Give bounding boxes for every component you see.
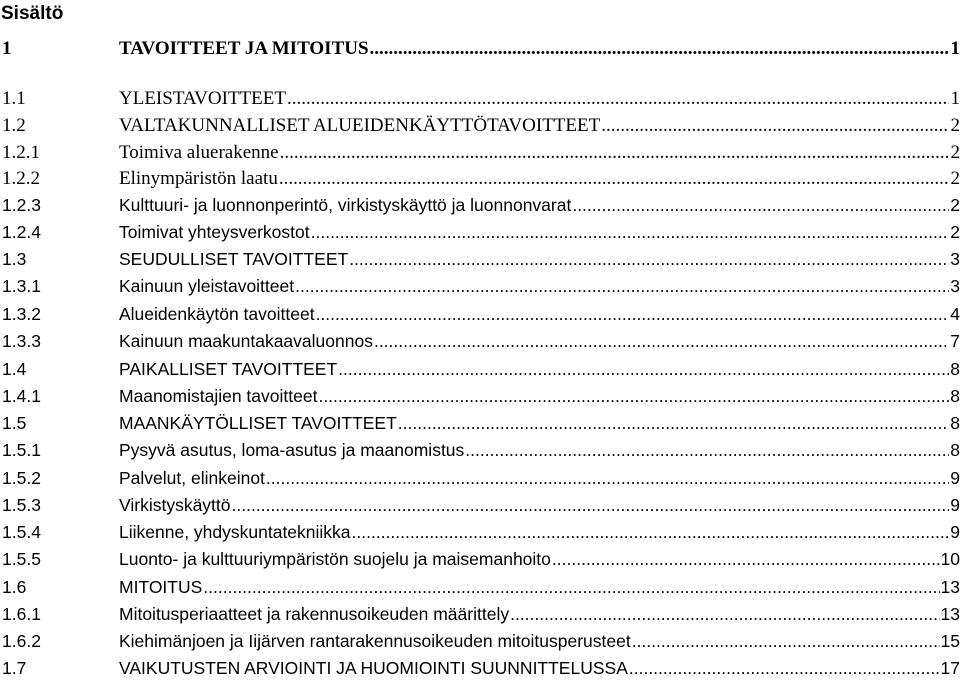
toc-entry[interactable]	[0, 410, 960, 436]
toc-entry-line	[119, 86, 960, 112]
toc-entry-line	[119, 383, 960, 409]
toc-entry-page[interactable]: 9	[950, 522, 960, 542]
toc-entry-page[interactable]: 8	[950, 440, 960, 460]
toc-entry-line	[119, 546, 960, 572]
toc-entry[interactable]	[0, 86, 960, 112]
toc-entry[interactable]	[0, 192, 960, 218]
toc-entry-line	[119, 219, 960, 245]
dot-leader	[316, 301, 949, 327]
toc-entry[interactable]	[0, 113, 960, 139]
dot-leader	[266, 465, 949, 491]
toc-entry-number: 1.4	[2, 359, 27, 379]
toc-entry-number: 1.2.4	[2, 222, 41, 242]
toc-entry[interactable]	[0, 465, 960, 491]
toc-entry[interactable]	[0, 356, 960, 382]
toc-entry-page[interactable]: 8	[950, 359, 960, 379]
toc-entry-page[interactable]: 9	[950, 468, 960, 488]
toc-entry-title[interactable]: Toimiva aluerakenne	[119, 142, 279, 163]
toc-entry-line	[119, 465, 960, 491]
toc-entry-page[interactable]: 9	[950, 495, 960, 515]
dot-leader	[552, 546, 940, 572]
toc-entry-title[interactable]: PAIKALLISET TAVOITTEET	[119, 359, 338, 379]
toc-entry-title[interactable]: TAVOITTEET JA MITOITUS	[119, 38, 369, 59]
toc-entry-line	[119, 410, 960, 436]
toc-entry-title[interactable]: MAANKÄYTÖLLISET TAVOITTEET	[119, 413, 397, 433]
toc-entry-number: 1.5.1	[2, 440, 41, 460]
dot-leader	[629, 655, 940, 681]
toc-entry[interactable]	[0, 492, 960, 518]
toc-entry-number: 1.7	[2, 658, 27, 678]
toc-entry-number: 1.2.2	[2, 168, 40, 189]
dot-leader	[465, 437, 949, 463]
toc-entry-page[interactable]: 13	[940, 577, 960, 597]
toc-entry-title[interactable]: Alueidenkäytön tavoitteet	[119, 304, 315, 324]
toc-entry-title[interactable]: VAIKUTUSTEN ARVIOINTI JA HUOMIOINTI SUUNNITTELUSSA	[119, 658, 628, 678]
toc-entry-title[interactable]: Liikenne, yhdyskuntatekniikka	[119, 522, 351, 542]
dot-leader	[352, 519, 949, 545]
toc-entry-number: 1.1	[2, 88, 26, 109]
toc-entry-number: 1.5.3	[2, 495, 41, 515]
toc-entry-title[interactable]: Elinympäristön laatu	[119, 168, 278, 189]
toc-entry[interactable]	[0, 601, 960, 627]
toc-entry-title[interactable]: Virkistyskäyttö	[119, 495, 231, 515]
dot-leader	[572, 192, 949, 218]
toc-entry-title[interactable]: Maanomistajien tavoitteet	[119, 386, 318, 406]
toc-entry-number: 1.5.4	[2, 522, 41, 542]
toc-entry-page[interactable]: 2	[950, 142, 960, 163]
dot-leader	[601, 113, 949, 139]
toc-entry[interactable]	[0, 219, 960, 245]
toc-entry-title[interactable]: Kainuun yleistavoitteet	[119, 276, 295, 296]
dot-leader	[510, 601, 939, 627]
toc-entry-line	[119, 519, 960, 545]
dot-leader	[398, 410, 949, 436]
toc-entry-title[interactable]: Kainuun maakuntakaavaluonnos	[119, 331, 373, 351]
toc-entry-number: 1.6.1	[2, 604, 41, 624]
dot-leader	[370, 36, 949, 62]
toc-entry[interactable]	[0, 301, 960, 327]
toc-entry-line	[119, 356, 960, 382]
toc-entry-number: 1.5.5	[2, 549, 41, 569]
toc-entry[interactable]	[0, 36, 960, 62]
toc-entry-title[interactable]: Luonto- ja kulttuuriympäristön suojelu ja maisemanhoito	[119, 549, 551, 569]
dot-leader	[287, 86, 949, 112]
dot-leader	[279, 166, 949, 192]
toc-entry[interactable]	[0, 166, 960, 192]
toc-entry[interactable]	[0, 140, 960, 166]
toc-entry-title[interactable]: YLEISTAVOITTEET	[119, 88, 286, 109]
toc-entry[interactable]	[0, 246, 960, 272]
toc-entry-page[interactable]: 4	[950, 304, 960, 324]
toc-entry-number: 1.2.1	[2, 142, 40, 163]
page-title: Sisältö	[1, 3, 64, 24]
toc-entry-number: 1.2.3	[2, 195, 41, 215]
toc-entry[interactable]	[0, 574, 960, 600]
toc-entry-title[interactable]: MITOITUS	[119, 577, 203, 597]
toc-entry-title[interactable]: Kulttuuri- ja luonnonperintö, virkistyskäyttö ja luonnonvarat	[119, 195, 572, 215]
toc-entry[interactable]	[0, 273, 960, 299]
toc-entry-number: 1.4.1	[2, 386, 41, 406]
toc-entry-page[interactable]: 3	[950, 276, 960, 296]
toc-entry-page[interactable]: 2	[950, 168, 960, 189]
toc-entry[interactable]	[0, 328, 960, 354]
dot-leader	[295, 273, 949, 299]
toc-entry-page[interactable]: 15	[940, 631, 960, 651]
dot-leader	[338, 356, 949, 382]
toc-entry-line	[119, 601, 960, 627]
toc-entry[interactable]	[0, 437, 960, 463]
toc-entry-line	[119, 301, 960, 327]
toc-entry-title[interactable]: Kiehimänjoen ja Iijärven rantarakennusoikeuden mitoitusperusteet	[119, 631, 631, 651]
toc-entry-page[interactable]: 3	[950, 249, 960, 269]
toc-entry-number: 1.3.3	[2, 331, 41, 351]
toc-entry-page[interactable]: 2	[950, 222, 960, 242]
toc-entry[interactable]	[0, 628, 960, 654]
toc-entry-number: 1.5.2	[2, 468, 41, 488]
dot-leader	[318, 383, 949, 409]
toc-entry-number: 1.6.2	[2, 631, 41, 651]
toc-entry-page[interactable]: 10	[940, 549, 960, 569]
toc-entry-line	[119, 246, 960, 272]
toc-entry-page[interactable]: 17	[940, 658, 960, 678]
toc-entry-line	[119, 328, 960, 354]
toc-entry-line	[119, 628, 960, 654]
dot-leader	[632, 628, 940, 654]
toc-entry-line	[119, 655, 960, 681]
dot-leader	[349, 246, 949, 272]
toc-entry[interactable]	[0, 383, 960, 409]
toc-entry-number: 1.6	[2, 577, 27, 597]
toc-entry-line	[119, 113, 960, 139]
dot-leader	[203, 574, 939, 600]
toc-entry-line	[119, 166, 960, 192]
toc-entry-line	[119, 36, 960, 62]
toc-entry-page[interactable]: 2	[950, 115, 960, 136]
toc-entry-number: 1.2	[2, 115, 26, 136]
toc-entry-number: 1.3	[2, 249, 27, 269]
toc-entry-line	[119, 437, 960, 463]
dot-leader	[280, 140, 949, 166]
toc-entry-page[interactable]: 8	[950, 413, 960, 433]
toc-entry-title[interactable]: SEUDULLISET TAVOITTEET	[119, 249, 349, 269]
toc-entry-line	[119, 192, 960, 218]
toc-entry-number: 1.5	[2, 413, 27, 433]
dot-leader	[311, 219, 949, 245]
toc-entry-title[interactable]: VALTAKUNNALLISET ALUEIDENKÄYTTÖTAVOITTEET	[119, 115, 601, 136]
toc-entry[interactable]	[0, 655, 960, 681]
toc-entry-number: 1.3.1	[2, 276, 41, 296]
toc-entry[interactable]	[0, 546, 960, 572]
toc-entry-line	[119, 492, 960, 518]
toc-entry[interactable]	[0, 519, 960, 545]
toc-entry-page[interactable]: 2	[950, 195, 960, 215]
dot-leader	[374, 328, 949, 354]
toc-entry-title[interactable]: Palvelut, elinkeinot	[119, 468, 265, 488]
toc-entry-page[interactable]: 8	[950, 386, 960, 406]
toc-entry-title[interactable]: Mitoitusperiaatteet ja rakennusoikeuden määrittely	[119, 604, 510, 624]
toc-entry-page[interactable]: 1	[950, 38, 960, 59]
toc-entry-line	[119, 574, 960, 600]
toc-entry-title[interactable]: Pysyvä asutus, loma-asutus ja maanomistus	[119, 440, 465, 460]
toc-entry-line	[119, 273, 960, 299]
toc-entry-number: 1	[2, 38, 12, 59]
toc-entry-title[interactable]: Toimivat yhteysverkostot	[119, 222, 310, 242]
toc-entry-number: 1.3.2	[2, 304, 41, 324]
toc-entry-page[interactable]: 1	[950, 88, 960, 109]
toc-entry-page[interactable]: 7	[950, 331, 960, 351]
toc-entry-line	[119, 140, 960, 166]
dot-leader	[232, 492, 949, 518]
toc-entry-page[interactable]: 13	[940, 604, 960, 624]
